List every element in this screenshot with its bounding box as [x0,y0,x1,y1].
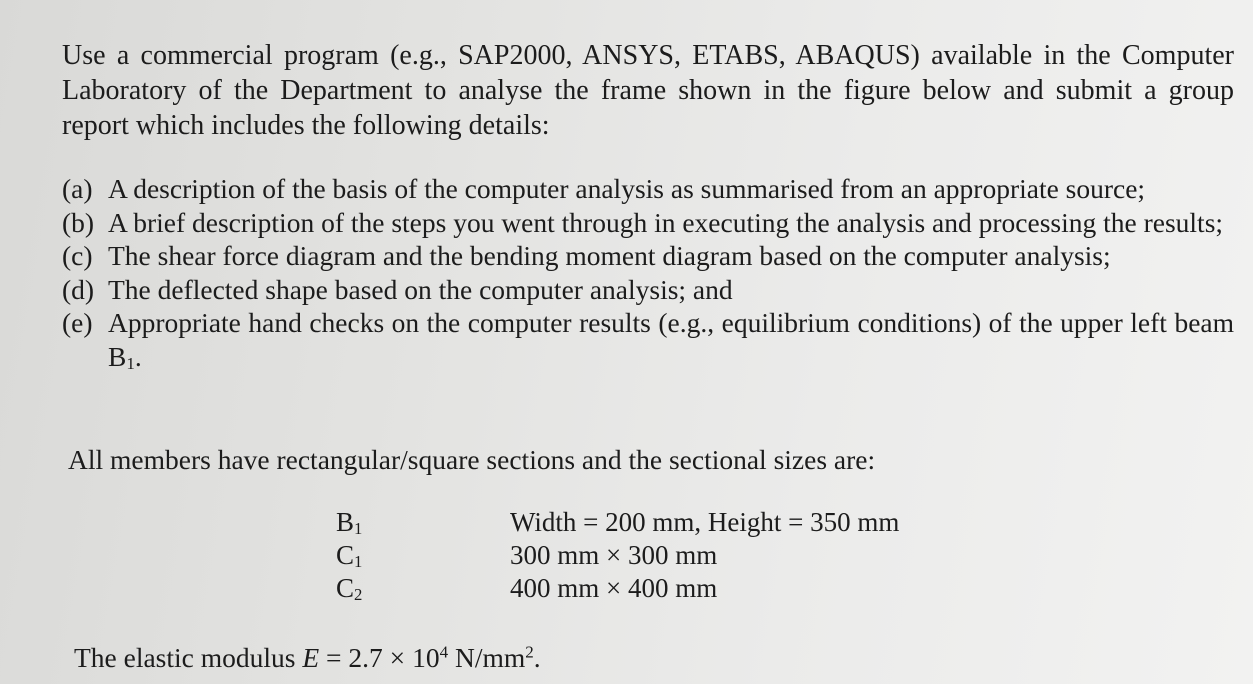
intro-paragraph [62,38,1234,143]
member-size: 300 mm × 300 mm [510,540,718,570]
task-marker: (a) [62,173,93,204]
task-text-wrap [108,306,1234,380]
member-label: $B_1$ [336,507,363,538]
sections-intro: All members have rectangular/square sections and the sectional sizes are: [68,444,876,475]
member-label: $C_1$ [336,540,363,571]
intro-line-2: Laboratory of the Department to analyse the frame shown in the figure below and submit a group [62,75,1234,106]
intro-line-1: Use a commercial program (e.g., SAP2000, ANSYS, ETABS, ABAQUS) available in the Computer [62,40,1234,71]
task-item-e [62,306,1234,380]
elastic-modulus-statement: The elastic modulus $E = 2.7 \times 10^4$ $N/mm^2$. [74,642,541,673]
intro-line-3: report which includes the following details: [62,110,550,141]
member-size: Width = 200 mm, Height = 350 mm [510,507,900,537]
task-text: The deflected shape based on the computer analysis; and [108,273,733,305]
task-text: The shear force diagram and the bending moment diagram based on the computer analysis; [108,240,1111,271]
modulus-exponent: 4 [439,642,449,662]
task-item-d [62,273,1234,307]
task-suffix: . [134,340,142,372]
modulus-symbol: E [302,642,320,673]
task-text: A description of the basis of the computer analysis as summarised from an appropriate source; [108,173,1146,204]
member-label: $C_2$ [336,573,363,604]
task-list [62,172,1234,380]
task-item-a [62,172,1234,206]
task-marker: (c) [62,240,93,271]
task-marker: (d) [62,273,95,305]
task-item-c [62,239,1234,273]
task-subscript: 1 [126,353,135,373]
unit-exponent: 2 [525,642,534,662]
task-text: Appropriate hand checks on the computer results (e.g., equilibrium conditions) of the upper left beam B [108,307,1234,372]
task-marker: (b) [62,206,95,238]
member-size: 400 mm × 400 mm [510,573,718,603]
task-text: A brief description of the steps you went through in executing the analysis and processing the results; [108,206,1224,238]
task-marker: (e) [62,307,93,338]
task-item-b [62,206,1234,240]
